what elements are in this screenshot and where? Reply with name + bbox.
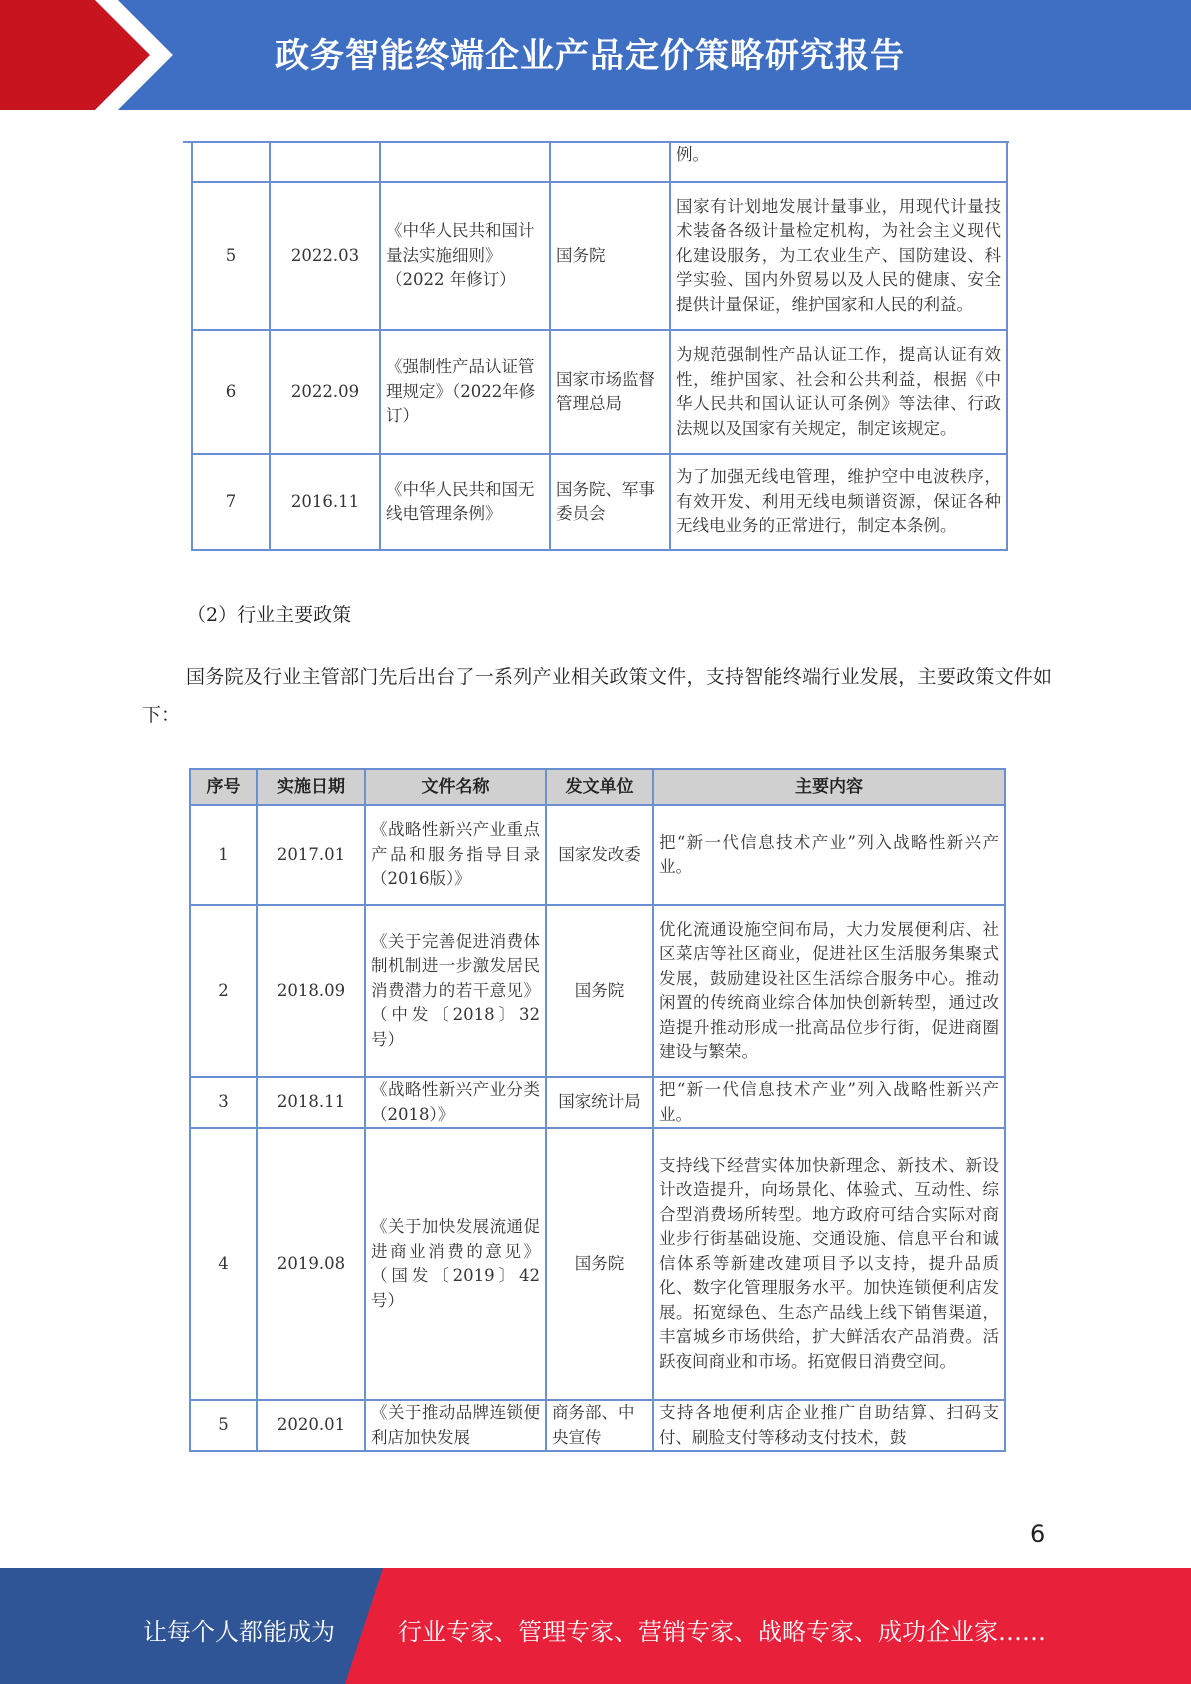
row-issuer: 国家市场监督管理总局 bbox=[550, 330, 670, 454]
column-header: 实施日期 bbox=[257, 769, 365, 805]
footer-slogan-left: 让每个人都能成为 bbox=[143, 1618, 335, 1646]
report-title: 政务智能终端企业产品定价策略研究报告 bbox=[275, 36, 905, 76]
row-document-name: 《关于推动品牌连锁便利店加快发展 bbox=[365, 1400, 546, 1451]
row-number: 5 bbox=[192, 182, 270, 330]
row-content: 国家有计划地发展计量事业，用现代计量技术装备各级计量检定机构，为社会主义现代化建设服务，为工农业生产、国防建设、科学实验、国内外贸易以及人民的健康、安全提供计量保证，维护国家和人民的利益。 bbox=[670, 182, 1007, 330]
row-date: 2017.01 bbox=[257, 805, 365, 905]
table-row bbox=[192, 330, 1007, 454]
table-row bbox=[190, 1400, 1005, 1451]
row-content: 例。 bbox=[670, 142, 1007, 182]
section-subheading: （2）行业主要政策 bbox=[187, 604, 352, 626]
page-footer bbox=[0, 1568, 1191, 1684]
row-number: 6 bbox=[192, 330, 270, 454]
row-content: 优化流通设施空间布局，大力发展便利店、社区菜店等社区商业，促进社区生活服务集聚式发展，鼓励建设社区生活综合服务中心。推动闲置的传统商业综合体加快创新转型，通过改造提升推动形成一批高品位步行街，促进商圈建设与繁荣。 bbox=[653, 905, 1005, 1077]
row-date bbox=[270, 142, 380, 182]
row-content: 为规范强制性产品认证工作，提高认证有效性，维护国家、社会和公共利益，根据《中华人民共和国认证认可条例》等法律、行政法规以及国家有关规定，制定该规定。 bbox=[670, 330, 1007, 454]
row-content: 把“新一代信息技术产业”列入战略性新兴产业。 bbox=[653, 805, 1005, 905]
row-number: 7 bbox=[192, 454, 270, 550]
page-header bbox=[0, 0, 1191, 110]
column-header: 主要内容 bbox=[653, 769, 1005, 805]
row-date: 2018.09 bbox=[257, 905, 365, 1077]
row-number: 3 bbox=[190, 1077, 257, 1128]
row-content: 为了加强无线电管理，维护空中电波秩序，有效开发、利用无线电频谱资源，保证各种无线电业务的正常进行，制定本条例。 bbox=[670, 454, 1007, 550]
row-number: 5 bbox=[190, 1400, 257, 1451]
row-issuer: 国务院 bbox=[550, 182, 670, 330]
section-paragraph: 国务院及行业主管部门先后出台了一系列产业相关政策文件，支持智能终端行业发展，主要政策文件如下： bbox=[142, 666, 1052, 726]
row-date: 2016.11 bbox=[270, 454, 380, 550]
row-issuer: 国务院 bbox=[546, 1128, 653, 1400]
row-content: 把“新一代信息技术产业”列入战略性新兴产业。 bbox=[653, 1077, 1005, 1128]
row-document-name: 《战略性新兴产业重点产品和服务指导目录（2016版）》 bbox=[365, 805, 546, 905]
row-date: 2022.03 bbox=[270, 182, 380, 330]
row-date: 2020.01 bbox=[257, 1400, 365, 1451]
row-date: 2022.09 bbox=[270, 330, 380, 454]
row-issuer: 国务院 bbox=[546, 905, 653, 1077]
column-header: 发文单位 bbox=[546, 769, 653, 805]
row-document-name: 《战略性新兴产业分类（2018）》 bbox=[365, 1077, 546, 1128]
row-document-name: 《关于完善促进消费体制机制进一步激发居民消费潜力的若干意见》（中发〔2018〕32 号） bbox=[365, 905, 546, 1077]
table-row bbox=[190, 1128, 1005, 1400]
page-number: 6 bbox=[1030, 1520, 1046, 1548]
row-document-name bbox=[380, 142, 550, 182]
row-document-name: 《强制性产品认证管理规定》（2022年修订） bbox=[380, 330, 550, 454]
row-number: 1 bbox=[190, 805, 257, 905]
table-row bbox=[190, 805, 1005, 905]
row-issuer: 商务部、中央宣传 bbox=[546, 1400, 653, 1451]
row-number bbox=[192, 142, 270, 182]
row-issuer: 国务院、军事委员会 bbox=[550, 454, 670, 550]
row-number: 4 bbox=[190, 1128, 257, 1400]
table-header-row bbox=[190, 769, 1005, 805]
row-content: 支持各地便利店企业推广自助结算、扫码支付、刷脸支付等移动支付技术，鼓 bbox=[653, 1400, 1005, 1451]
row-content: 支持线下经营实体加快新理念、新技术、新设计改造提升，向场景化、体验式、互动性、综合型消费场所转型。地方政府可结合实际对商业步行街基础设施、交通设施、信息平台和诚信体系等新建改建项目予以支持，提升品质化、数字化管理服务水平。加快连锁便利店发展。拓宽绿色、生态产品线上线下销售渠道，丰富城乡市场供给，扩大鲜活农产品消费。活跃夜间商业和市场。拓宽假日消费空间。 bbox=[653, 1128, 1005, 1400]
table-row bbox=[190, 1077, 1005, 1128]
row-date: 2018.11 bbox=[257, 1077, 365, 1128]
row-issuer bbox=[550, 142, 670, 182]
table-row bbox=[190, 905, 1005, 1077]
column-header: 序号 bbox=[190, 769, 257, 805]
row-document-name: 《中华人民共和国无线电管理条例》 bbox=[380, 454, 550, 550]
row-date: 2019.08 bbox=[257, 1128, 365, 1400]
row-number: 2 bbox=[190, 905, 257, 1077]
row-issuer: 国家发改委 bbox=[546, 805, 653, 905]
regulations-table-continued bbox=[191, 141, 1008, 551]
row-issuer: 国家统计局 bbox=[546, 1077, 653, 1128]
table-row bbox=[192, 182, 1007, 330]
column-header: 文件名称 bbox=[365, 769, 546, 805]
row-document-name: 《中华人民共和国计量法实施细则》（2022 年修订） bbox=[380, 182, 550, 330]
table-row bbox=[192, 142, 1007, 182]
row-document-name: 《关于加快发展流通促进商业消费的意见》（国发〔2019〕42 号） bbox=[365, 1128, 546, 1400]
policy-table bbox=[189, 768, 1006, 1452]
footer-slogan-right: 行业专家、管理专家、营销专家、战略专家、成功企业家…… bbox=[398, 1618, 1046, 1646]
table-row bbox=[192, 454, 1007, 550]
